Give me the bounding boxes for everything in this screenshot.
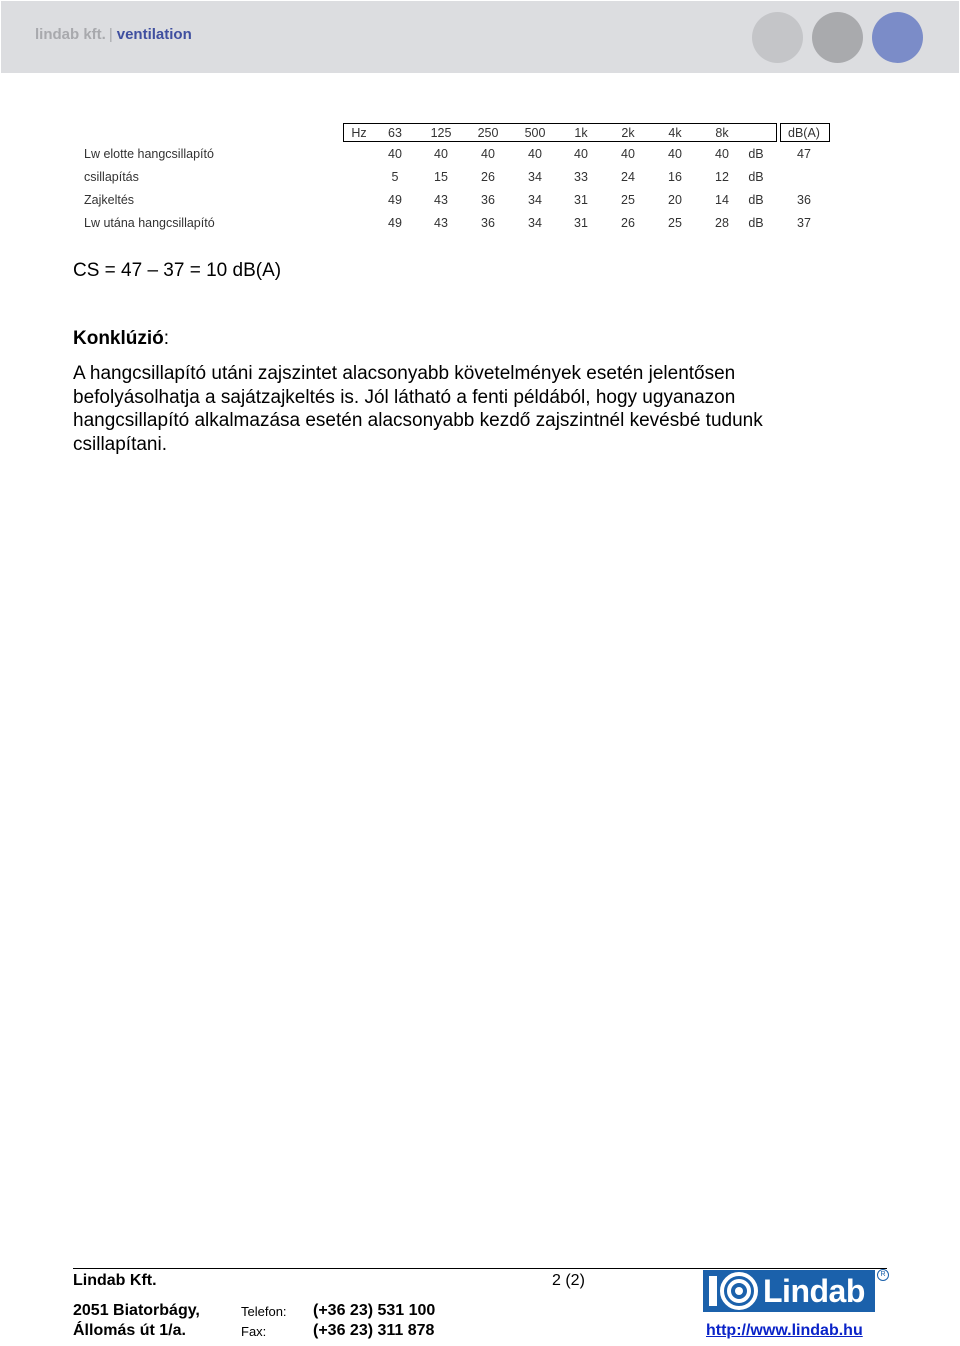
lindab-logo bbox=[703, 1270, 875, 1312]
table-cell: 24 bbox=[621, 170, 635, 184]
header-division: ventilation bbox=[116, 26, 192, 43]
registered-mark: R bbox=[877, 1269, 889, 1281]
header-brand bbox=[35, 26, 192, 43]
total-cell: 36 bbox=[797, 193, 811, 207]
sound-level-table bbox=[83, 122, 843, 234]
footer-company: Lindab Kft. bbox=[73, 1272, 157, 1289]
total-cell: 47 bbox=[797, 147, 811, 161]
footer-phone: (+36 23) 531 100 bbox=[313, 1302, 436, 1319]
band-header: 63 bbox=[388, 126, 402, 140]
table-cell: 40 bbox=[715, 147, 729, 161]
table-cell: 25 bbox=[621, 193, 635, 207]
decor-circle-blue bbox=[872, 12, 923, 63]
band-header: 2k bbox=[621, 126, 635, 140]
attenuation-formula: CS = 47 – 37 = 10 dB(A) bbox=[73, 260, 282, 281]
footer-fax: (+36 23) 311 878 bbox=[313, 1322, 435, 1339]
table-cell: 26 bbox=[481, 170, 495, 184]
conclusion-title: Konklúzió bbox=[73, 328, 164, 349]
table-cell: 31 bbox=[574, 193, 588, 207]
table-cell: 31 bbox=[574, 216, 588, 230]
table-cell: 40 bbox=[574, 147, 588, 161]
table-cell: 43 bbox=[434, 193, 448, 207]
table-cell: 5 bbox=[391, 170, 399, 184]
footer-fax-label: Fax: bbox=[241, 1324, 267, 1339]
table-cell: 12 bbox=[715, 170, 729, 184]
row-label: csillapítás bbox=[84, 170, 139, 184]
unit-cell: dB bbox=[748, 216, 764, 230]
table-cell: 40 bbox=[434, 147, 448, 161]
table-cell: 40 bbox=[621, 147, 635, 161]
table-cell: 16 bbox=[668, 170, 682, 184]
header-separator: | bbox=[108, 26, 113, 43]
table-cell: 36 bbox=[481, 216, 495, 230]
row-label: Zajkeltés bbox=[84, 193, 135, 207]
unit-cell: dB bbox=[748, 147, 764, 161]
band-header: 4k bbox=[668, 126, 682, 140]
website-link[interactable]: http://www.lindab.hu bbox=[706, 1322, 863, 1339]
total-cell: 37 bbox=[797, 216, 811, 230]
band-header: 250 bbox=[477, 126, 499, 140]
table-cell: 26 bbox=[621, 216, 635, 230]
row-label: Lw utána hangcsillapító bbox=[84, 216, 215, 230]
conclusion-heading bbox=[73, 328, 169, 350]
table-cell: 15 bbox=[434, 170, 448, 184]
page-number: 2 (2) bbox=[552, 1272, 585, 1289]
page-header bbox=[1, 1, 959, 73]
band-header: 125 bbox=[430, 126, 452, 140]
table-cell: 49 bbox=[388, 193, 402, 207]
lindab-logo-mark-icon bbox=[703, 1270, 761, 1312]
table-cell: 40 bbox=[388, 147, 402, 161]
table-cell: 25 bbox=[668, 216, 682, 230]
band-header: Hz bbox=[351, 126, 367, 140]
table-cell: 40 bbox=[481, 147, 495, 161]
footer-address-line2: Állomás út 1/a. bbox=[73, 1322, 186, 1339]
band-header: 500 bbox=[524, 126, 546, 140]
footer-phone-label: Telefon: bbox=[241, 1304, 287, 1319]
table-cell: 34 bbox=[528, 193, 542, 207]
table-cell: 36 bbox=[481, 193, 495, 207]
band-header: 1k bbox=[574, 126, 588, 140]
header-company: lindab kft. bbox=[35, 26, 106, 43]
table-cell: 33 bbox=[574, 170, 588, 184]
footer-divider bbox=[73, 1268, 887, 1269]
unit-cell: dB bbox=[748, 170, 764, 184]
table-cell: 49 bbox=[388, 216, 402, 230]
row-label: Lw elotte hangcsillapító bbox=[84, 147, 214, 161]
logo-wordmark: Lindab bbox=[763, 1273, 865, 1309]
decor-circle-light bbox=[752, 12, 803, 63]
table-cell: 40 bbox=[668, 147, 682, 161]
decor-circle-mid bbox=[812, 12, 863, 63]
table-cell: 28 bbox=[715, 216, 729, 230]
table-cell: 34 bbox=[528, 216, 542, 230]
conclusion-title-colon: : bbox=[163, 328, 170, 349]
table-cell: 40 bbox=[528, 147, 542, 161]
dba-header: dB(A) bbox=[788, 126, 820, 140]
conclusion-body: A hangcsillapító utáni zajszintet alacsonyabb követelmények esetén jelentősen befolyásolhatja a sajátzajkeltés is. Jól látható a fenti példából, hogy ugyanazon hangcsillapító alkalmazása esetén alacsonyabb kezdő zajszintnél kevésbé tudunk csillapítani. bbox=[73, 363, 763, 455]
table-cell: 34 bbox=[528, 170, 542, 184]
table-cell: 14 bbox=[715, 193, 729, 207]
table-cell: 20 bbox=[668, 193, 682, 207]
unit-cell: dB bbox=[748, 193, 764, 207]
table-cell: 43 bbox=[434, 216, 448, 230]
band-header: 8k bbox=[715, 126, 729, 140]
footer-address-line1: 2051 Biatorbágy, bbox=[73, 1302, 200, 1319]
